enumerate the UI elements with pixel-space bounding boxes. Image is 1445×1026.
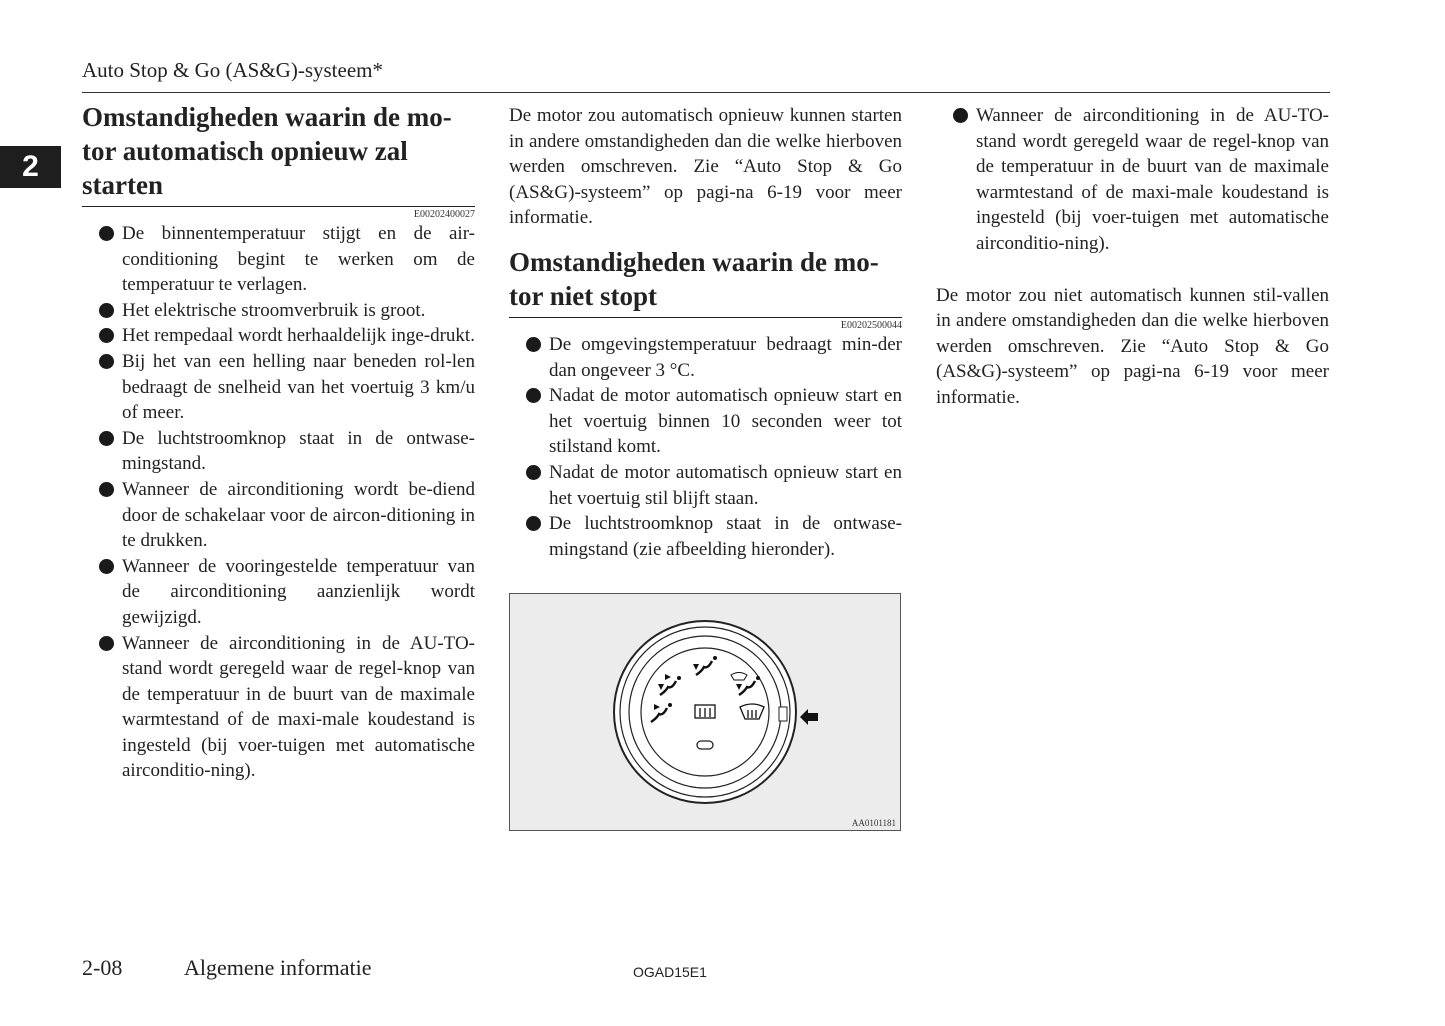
footer-section-name: Algemene informatie <box>184 955 372 980</box>
bullet-icon <box>99 482 114 497</box>
bullet-icon <box>99 636 114 651</box>
column-2 <box>509 103 902 831</box>
column-3 <box>936 103 1329 411</box>
list-item: De binnentemperatuur stijgt en de air-conditioning begint te werken om de temperatuur te verlagen. <box>82 221 475 298</box>
indicator-light-icon <box>697 741 713 749</box>
section-2-note: De motor zou niet automatisch kunnen stil-vallen in andere omstandigheden dan die welke hierboven werden omschreven. Zie “Auto Stop & Go (AS&G)-systeem” op pagi-na 6-19 voor meer informatie. <box>936 284 1329 408</box>
bullet-icon <box>99 328 114 343</box>
list-item: Het elektrische stroomverbruik is groot. <box>82 298 475 324</box>
bullet-icon <box>99 226 114 241</box>
list-item: Nadat de motor automatisch opnieuw start en het voertuig binnen 10 seconden weer tot stilstand komt. <box>509 383 902 460</box>
list-item: Wanneer de airconditioning wordt be-diend door de schakelaar voor de aircon-ditioning in te drukken. <box>82 477 475 554</box>
list-item: Wanneer de airconditioning in de AU-TO-stand wordt geregeld waar de regel-knop van de temperatuur in de buurt van de maximale warmtestand of de maxi-male koudestand is ingesteld (bij voer-tuigen met automatische airconditio-ning). <box>82 631 475 785</box>
section-2-list-continued <box>936 103 1329 257</box>
list-item: Wanneer de airconditioning in de AU-TO-stand wordt geregeld waar de regel-knop van de temperatuur in de buurt van de maximale warmtestand of de maxi-male koudestand is ingesteld (bij voer-tuigen met automatische airconditio-ning). <box>936 103 1329 257</box>
list-item: De omgevingstemperatuur bedraagt min-der dan ongeveer 3 °C. <box>509 332 902 383</box>
section-2-rule <box>509 317 902 318</box>
column-1 <box>82 100 475 784</box>
bullet-icon <box>526 516 541 531</box>
section-1-rule <box>82 206 475 207</box>
bullet-icon <box>99 354 114 369</box>
list-item: De luchtstroomknop staat in de ontwase-mingstand. <box>82 426 475 477</box>
figure-code: AA0101181 <box>851 818 896 829</box>
bullet-icon <box>526 388 541 403</box>
list-item: Het rempedaal wordt herhaaldelijk inge-drukt. <box>82 323 475 349</box>
list-item: De luchtstroomknop staat in de ontwase-mingstand (zie afbeelding hieronder). <box>509 511 902 562</box>
bullet-icon <box>99 303 114 318</box>
page-number: 2-08 <box>82 955 123 980</box>
bullet-icon <box>953 108 968 123</box>
pointer-arrow-icon <box>800 709 818 725</box>
section-2-title: Omstandigheden waarin de mo- tor niet stopt <box>509 246 879 311</box>
list-item: Nadat de motor automatisch opnieuw start en het voertuig stil blijft staan. <box>509 460 902 511</box>
section-1-title: Omstandigheden waarin de mo- tor automatisch opnieuw zal starten <box>82 102 452 200</box>
document-code: OGAD15E1 <box>633 964 707 980</box>
section-2-code: E00202500044 <box>840 319 902 331</box>
bullet-icon <box>526 465 541 480</box>
running-header-title: Auto Stop & Go (AS&G)-systeem* <box>82 58 383 82</box>
bullet-icon <box>526 337 541 352</box>
section-1-note: De motor zou automatisch opnieuw kunnen starten in andere omstandigheden dan die welke hierboven werden omschreven. Zie “Auto Stop & Go (AS&G)-systeem” op pagi-na 6-19 voor meer informatie. <box>509 105 902 229</box>
bullet-icon <box>99 431 114 446</box>
header-rule <box>82 92 1330 93</box>
airflow-dial-illustration <box>510 594 900 830</box>
section-1-list <box>82 221 475 784</box>
section-2-list <box>509 332 902 562</box>
section-1-code: E00202400027 <box>413 209 475 220</box>
chapter-tab: 2 <box>0 146 61 188</box>
bullet-icon <box>99 559 114 574</box>
list-item: Wanneer de vooringestelde temperatuur van de airconditioning aanzienlijk wordt gewijzigd. <box>82 554 475 631</box>
list-item: Bij het van een helling naar beneden rol-len bedraagt de snelheid van het voertuig 3 km/u of meer. <box>82 349 475 426</box>
airflow-dial-figure <box>509 593 901 831</box>
